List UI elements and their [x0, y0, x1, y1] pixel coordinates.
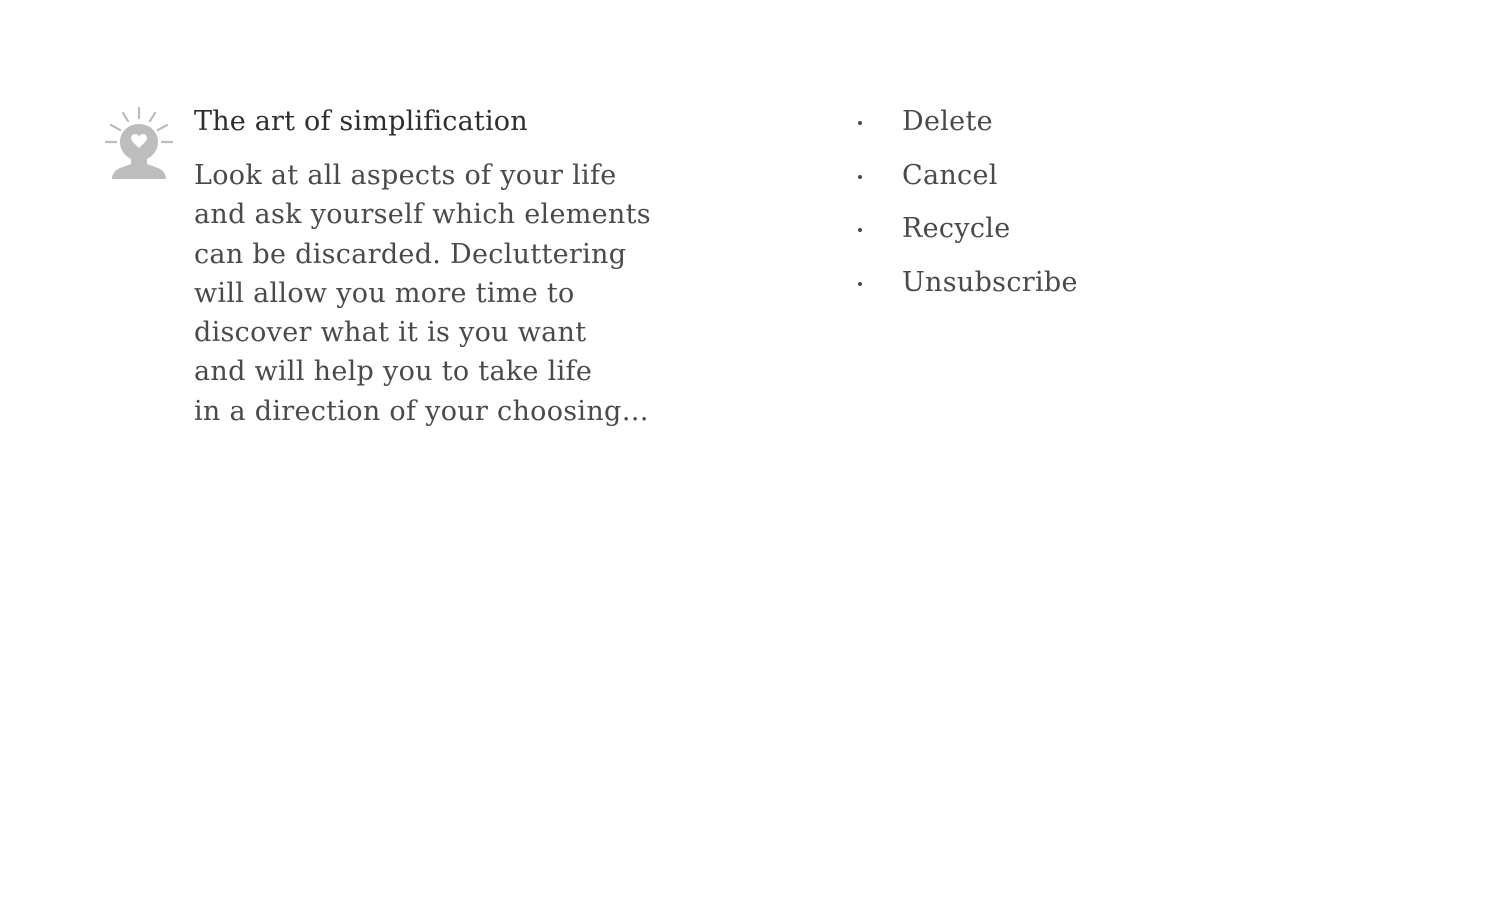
list-item-label: Recycle: [902, 213, 1011, 244]
body-line: Look at all aspects of your life: [194, 160, 617, 191]
bullet-icon: [858, 282, 862, 286]
bullet-icon: [858, 175, 862, 179]
body-line: will allow you more time to: [194, 277, 575, 309]
body-line: can be discarded. Decluttering: [194, 238, 627, 270]
list-item-label: Delete: [902, 106, 993, 137]
body-line: in a direction of your choosing…: [194, 395, 649, 427]
list-item-label: Cancel: [902, 159, 998, 191]
bullet-icon: [858, 228, 862, 232]
body-line: discover what it is you want: [194, 317, 587, 349]
section-title: The art of simplification: [194, 106, 528, 137]
body-line: and will help you to take life: [194, 356, 593, 388]
body-line: and ask yourself which elements: [194, 199, 651, 231]
section-body: [194, 156, 651, 431]
list-item-label: Unsubscribe: [902, 266, 1078, 298]
bullet-icon: [858, 121, 862, 125]
person-heart-lightbulb-icon: [104, 104, 176, 182]
